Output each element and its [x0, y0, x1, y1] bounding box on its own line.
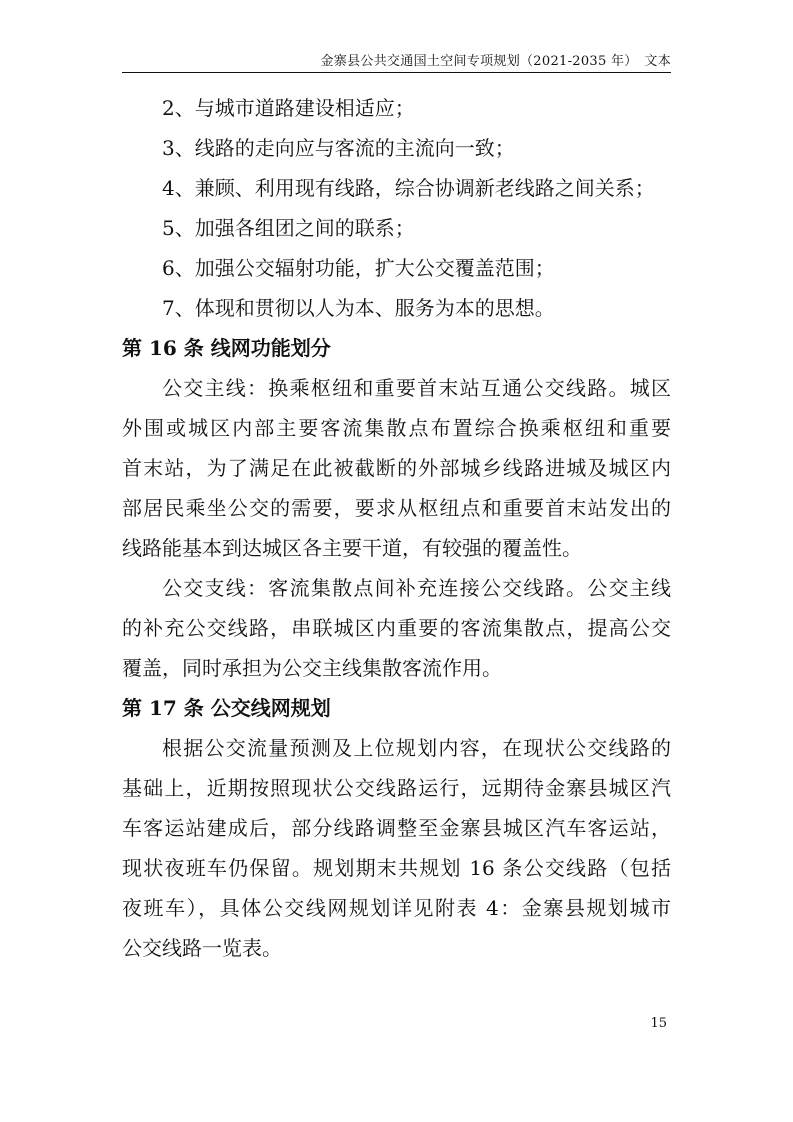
paragraph-line: 公交线路一览表。 — [122, 936, 282, 960]
list-item-7: 7、体现和贯彻以人为本、服务为本的思想。 — [162, 296, 555, 320]
list-item-5: 5、加强各组团之间的联系； — [162, 216, 415, 240]
list-item-2: 2、与城市道路建设相适应； — [162, 96, 415, 120]
header-rule — [122, 72, 671, 73]
paragraph-line: 覆盖，同时承担为公交主线集散客流作用。 — [122, 656, 502, 680]
paragraph-line: 线路能基本到达城区各主要干道，有较强的覆盖性。 — [122, 536, 582, 560]
list-item-6: 6、加强公交辐射功能，扩大公交覆盖范围； — [162, 256, 555, 280]
list-item-4: 4、兼顾、利用现有线路，综合协调新老线路之间关系； — [162, 176, 655, 200]
paragraph-line: 的补充公交线路，串联城区内重要的客流集散点，提高公交 — [122, 616, 671, 640]
paragraph-line: 公交主线：换乘枢纽和重要首末站互通公交线路。城区 — [162, 376, 671, 400]
paragraph-line: 现状夜班车仍保留。规划期末共规划 16 条公交线路（包括 — [122, 856, 671, 880]
paragraph-line: 夜班车），具体公交线网规划详见附表 4：金寨县规划城市 — [122, 896, 671, 920]
list-item-3: 3、线路的走向应与客流的主流向一致； — [162, 136, 515, 160]
running-header: 金寨县公共交通国土空间专项规划（2021-2035 年） 文本 — [320, 54, 671, 69]
paragraph-line: 根据公交流量预测及上位规划内容，在现状公交线路的 — [162, 736, 671, 760]
paragraph-line: 车客运站建成后，部分线路调整至金寨县城区汽车客运站， — [122, 816, 671, 840]
paragraph-line: 部居民乘坐公交的需要，要求从枢纽点和重要首末站发出的 — [122, 496, 671, 520]
document-body — [122, 88, 671, 968]
paragraph-line: 外围或城区内部主要客流集散点布置综合换乘枢纽和重要 — [122, 416, 671, 440]
paragraph-line: 首末站，为了满足在此被截断的外部城乡线路进城及城区内 — [122, 456, 671, 480]
article-17-heading: 第 17 条 公交线网规划 — [122, 696, 331, 720]
paragraph-line: 基础上，近期按照现状公交线路运行，远期待金寨县城区汽 — [122, 776, 671, 800]
article-16-heading: 第 16 条 线网功能划分 — [122, 336, 331, 360]
paragraph-line: 公交支线：客流集散点间补充连接公交线路。公交主线 — [162, 576, 671, 600]
page-number: 15 — [650, 1016, 667, 1031]
